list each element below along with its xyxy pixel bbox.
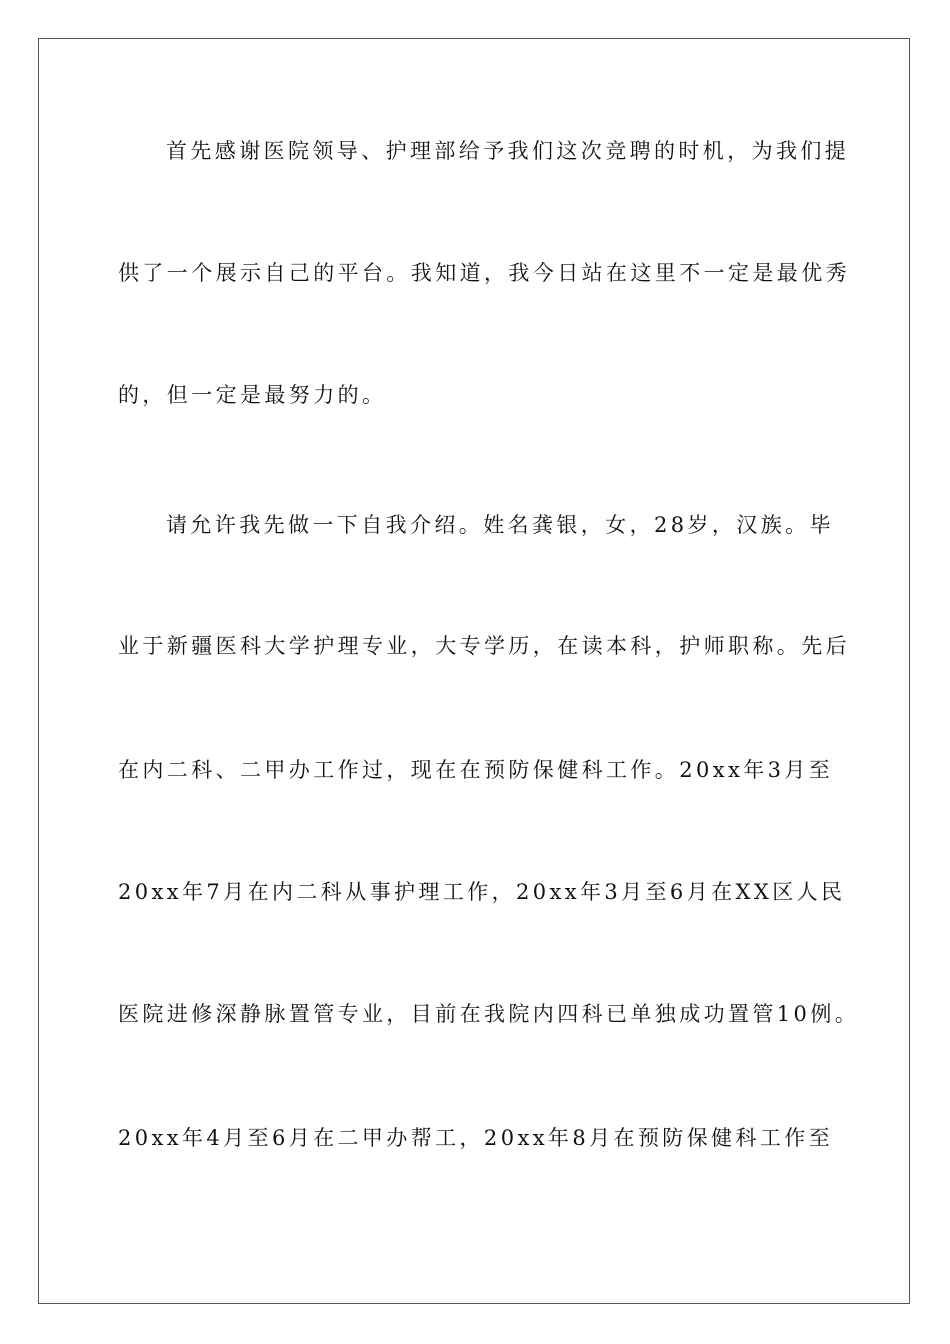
paragraph-2-line-1: 请允许我先做一下自我介绍。姓名龚银，女，28岁，汉族。毕: [166, 513, 834, 537]
paragraph-2-line-3: 在内二科、二甲办工作过，现在在预防保健科工作。20xx年3月至: [118, 758, 834, 782]
page-border: [38, 38, 910, 1304]
paragraph-1-line-3: 的，但一定是最努力的。: [118, 383, 387, 407]
paragraph-1-line-1: 首先感谢医院领导、护理部给予我们这次竞聘的时机，为我们提: [166, 139, 850, 163]
paragraph-2-line-4: 20xx年7月在内二科从事护理工作，20xx年3月至6月在XX区人民: [118, 880, 846, 904]
paragraph-2-line-5: 医院进修深静脉置管专业，目前在我院内四科已单独成功置管10例。: [118, 1002, 860, 1026]
paragraph-2-line-2: 业于新疆医科大学护理专业，大专学历，在读本科，护师职称。先后: [118, 634, 850, 658]
paragraph-1-line-2: 供了一个展示自己的平台。我知道，我今日站在这里不一定是最优秀: [118, 261, 850, 285]
paragraph-2-line-6: 20xx年4月至6月在二甲办帮工，20xx年8月在预防保健科工作至: [118, 1126, 834, 1150]
